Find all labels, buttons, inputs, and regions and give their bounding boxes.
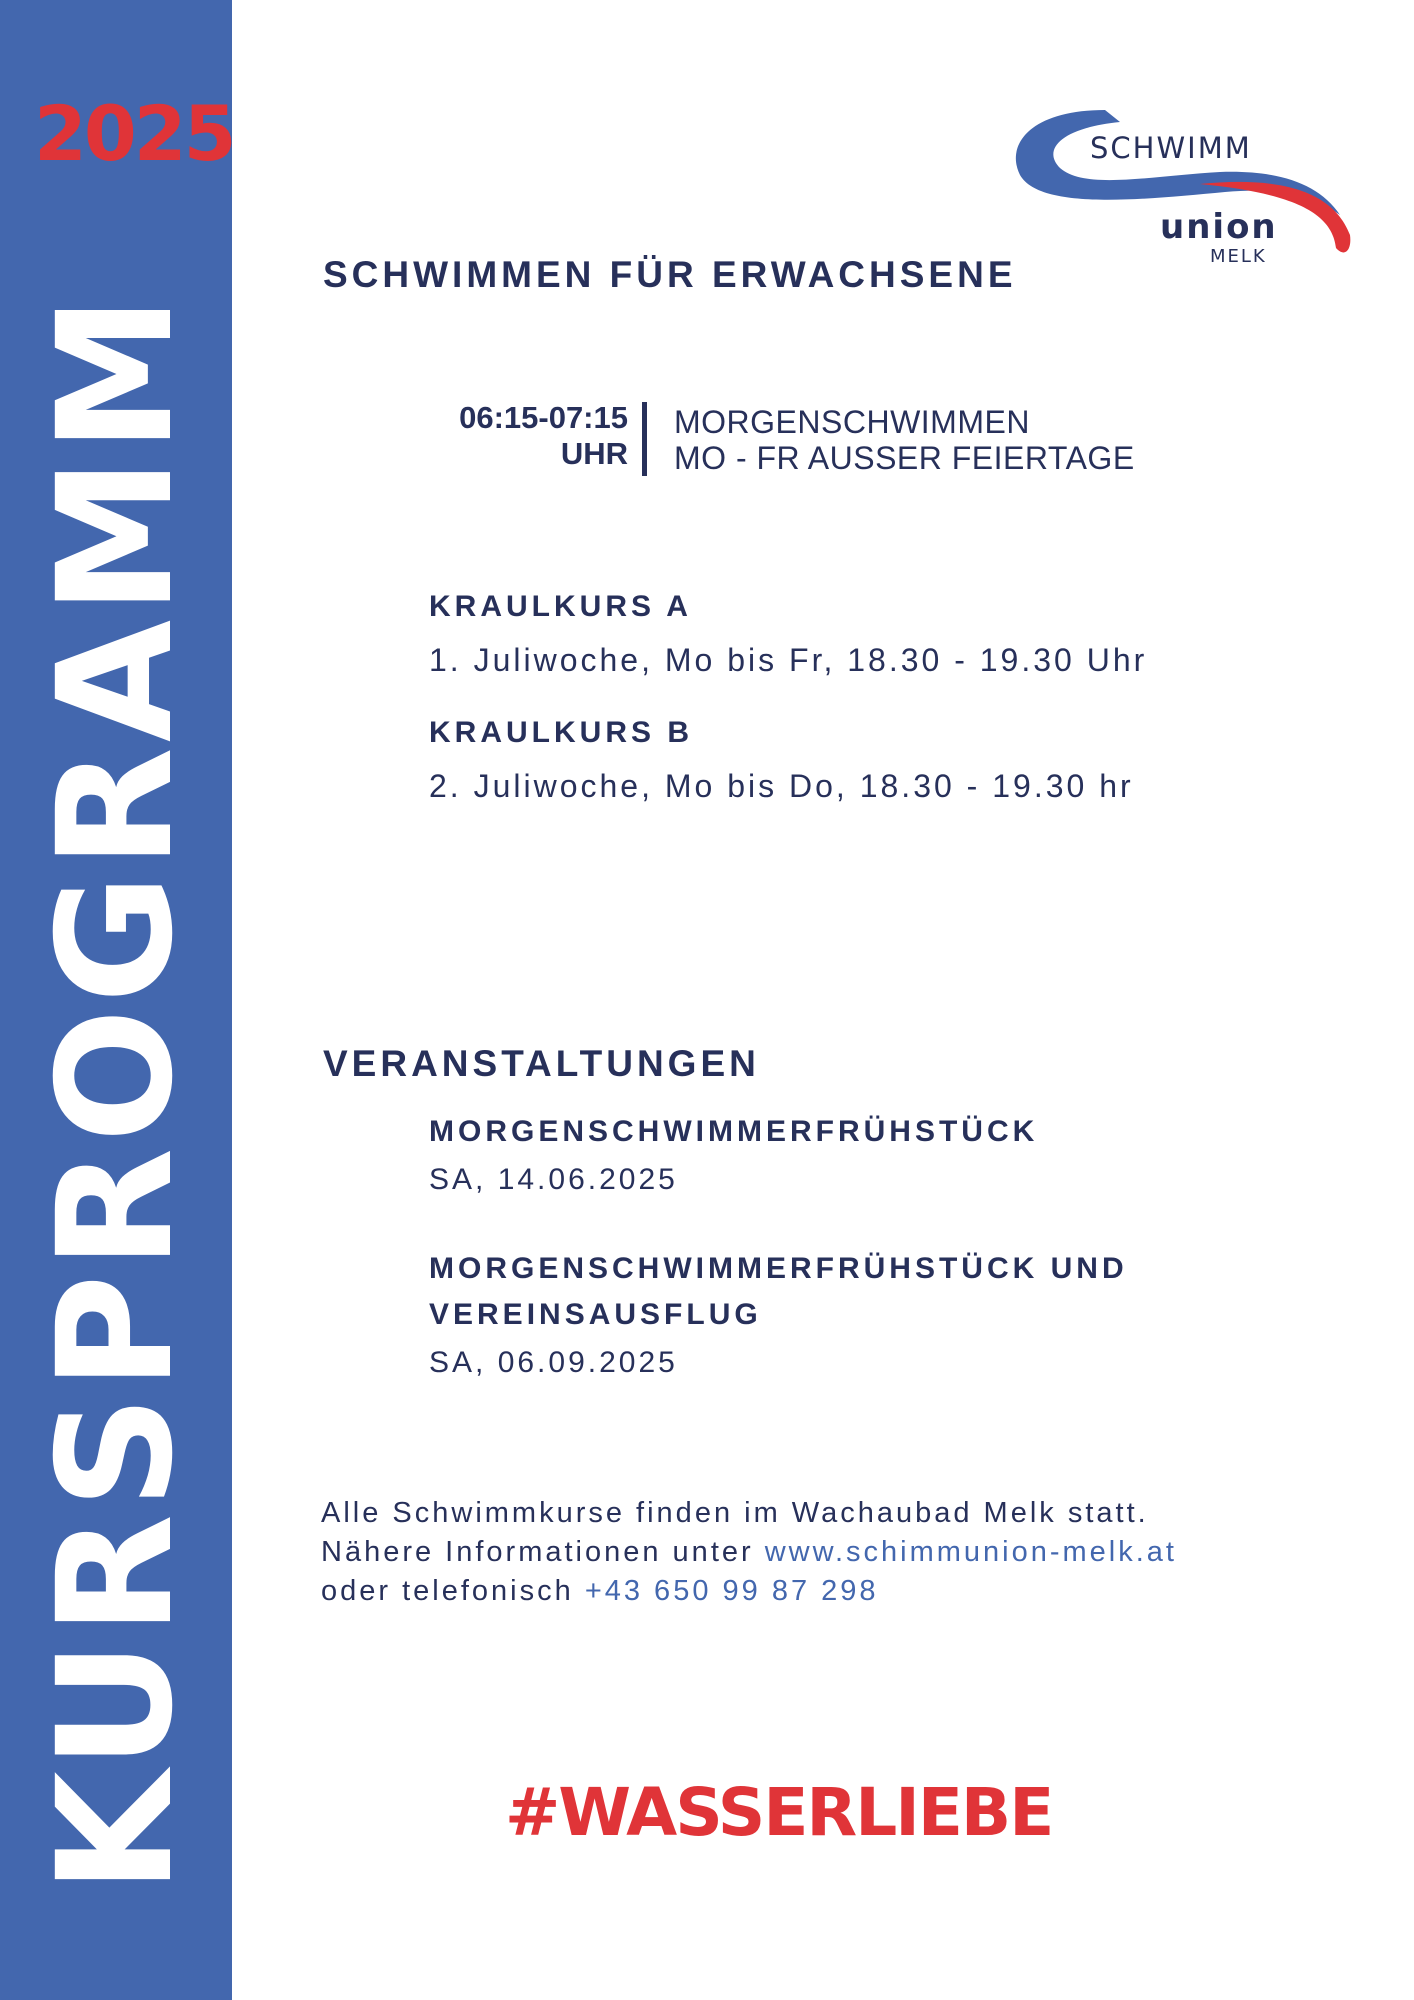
schwimm-union-melk-logo (1000, 100, 1360, 270)
year-label: 2025 (34, 89, 234, 178)
logo-text-schwimm: SCHWIMM (1090, 131, 1252, 165)
info-text (321, 1494, 1177, 1611)
morning-description (674, 404, 1135, 476)
info-line (321, 1572, 1177, 1611)
logo-text-union: union (1160, 207, 1278, 247)
info-text-prefix: Nähere Informationen unter (321, 1536, 765, 1568)
sidebar (0, 0, 232, 2000)
info-text-prefix: oder telefonisch (321, 1575, 585, 1607)
website-link[interactable]: www.schimmunion-melk.at (764, 1536, 1177, 1568)
info-line (321, 1533, 1177, 1572)
course-title: KRAULKURS A (429, 590, 692, 623)
event-title (429, 1246, 1128, 1338)
section-heading-adults: SCHWIMMEN FÜR ERWACHSENE (323, 254, 1017, 295)
morning-time: 06:15-07:15 (459, 400, 628, 435)
event-date: SA, 14.06.2025 (429, 1163, 678, 1196)
course-title: KRAULKURS B (429, 716, 693, 749)
event-title-line: VEREINSAUSFLUG (429, 1298, 762, 1331)
morning-days: MO - FR AUSSER FEIERTAGE (674, 440, 1135, 476)
morning-name: MORGENSCHWIMMEN (674, 404, 1030, 440)
section-heading-events: VERANSTALTUNGEN (323, 1043, 760, 1084)
morning-time-unit: UHR (560, 436, 628, 471)
logo-text-melk: MELK (1210, 246, 1267, 267)
course-schedule: 2. Juliwoche, Mo bis Do, 18.30 - 19.30 hr (429, 768, 1134, 804)
vertical-title: KURSPROGRAMM (24, 290, 208, 1894)
event-title-line: MORGENSCHWIMMERFRÜHSTÜCK UND (429, 1252, 1128, 1285)
morning-time-block (428, 400, 628, 472)
time-divider (642, 402, 647, 476)
event-date: SA, 06.09.2025 (429, 1346, 678, 1379)
phone-link[interactable]: +43 650 99 87 298 (584, 1575, 879, 1607)
course-schedule: 1. Juliwoche, Mo bis Fr, 18.30 - 19.30 Uhr (429, 642, 1148, 678)
hashtag: #WASSERLIEBE (505, 1774, 1053, 1851)
info-line: Alle Schwimmkurse finden im Wachaubad Melk statt. (321, 1497, 1149, 1529)
event-title: MORGENSCHWIMMERFRÜHSTÜCK (429, 1115, 1039, 1148)
